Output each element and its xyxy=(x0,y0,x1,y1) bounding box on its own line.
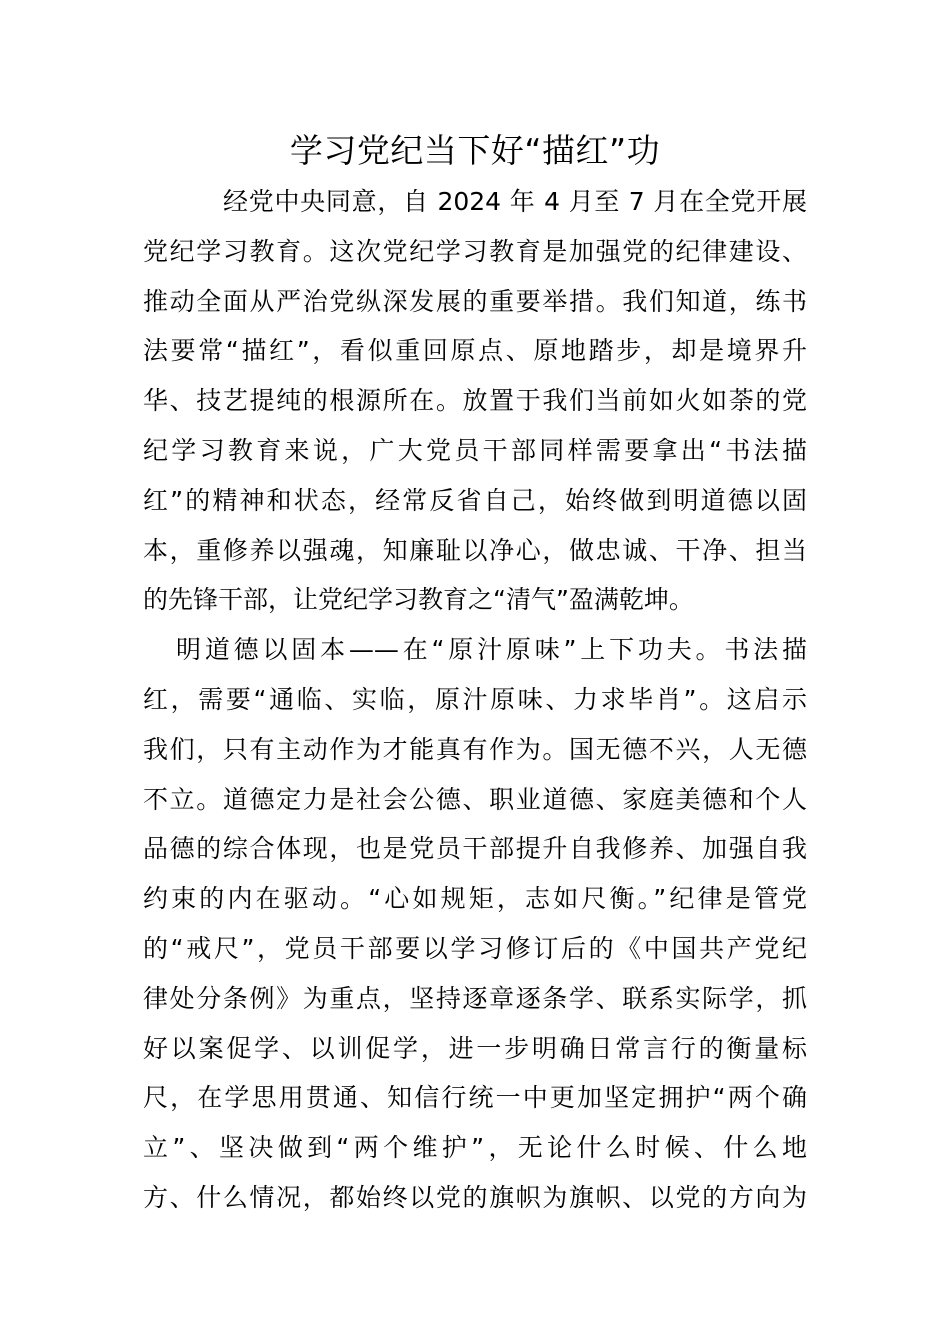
document-body xyxy=(143,177,807,1223)
text-line: 明道德以固本——在“原汁原味”上下功夫。书法描 xyxy=(176,635,807,665)
paragraph-1 xyxy=(143,177,807,625)
text-line: 约束的内在驱动。“心如规矩，志如尺衡。”纪律是管党 xyxy=(143,884,807,914)
text-line: 法要常“描红”，看似重回原点、原地踏步，却是境界升 xyxy=(143,336,807,366)
text-line: 红，需要“通临、实临，原汁原味、力求毕肖”。这启示 xyxy=(143,684,807,714)
text-line: 方、什么情况，都始终以党的旗帜为旗帜、以党的方向为 xyxy=(143,1182,807,1212)
text-line: 华、技艺提纯的根源所在。放置于我们当前如火如荼的党 xyxy=(143,386,807,416)
document-title: 学习党纪当下好“描红”功 xyxy=(289,131,661,170)
paragraph-2 xyxy=(143,625,807,1223)
text-line: 尺，在学思用贯通、知信行统一中更加坚定拥护“两个确 xyxy=(143,1083,807,1113)
text-line: 的“戒尺”，党员干部要以学习修订后的《中国共产党纪 xyxy=(143,933,807,963)
text-line: 红”的精神和状态，经常反省自己，始终做到明道德以固 xyxy=(143,485,807,515)
text-line: 我们，只有主动作为才能真有作为。国无德不兴，人无德 xyxy=(143,734,807,764)
text-line: 立”、坚决做到“两个维护”，无论什么时候、什么地 xyxy=(143,1133,807,1163)
text-line: 律处分条例》为重点，坚持逐章逐条学、联系实际学，抓 xyxy=(143,983,807,1013)
text-line: 本，重修养以强魂，知廉耻以净心，做忠诚、干净、担当 xyxy=(143,535,807,565)
text-line: 党纪学习教育。这次党纪学习教育是加强党的纪律建设、 xyxy=(143,236,807,266)
text-line: 品德的综合体现，也是党员干部提升自我修养、加强自我 xyxy=(143,834,807,864)
text-line: 经党中央同意，自 2024 年 4 月至 7 月在全党开展 xyxy=(223,187,807,216)
text-line: 纪学习教育来说，广大党员干部同样需要拿出“书法描 xyxy=(143,435,807,465)
text-line: 不立。道德定力是社会公德、职业道德、家庭美德和个人 xyxy=(143,784,807,814)
text-line: 推动全面从严治党纵深发展的重要举措。我们知道，练书 xyxy=(143,286,807,316)
text-line: 好以案促学、以训促学，进一步明确日常言行的衡量标 xyxy=(143,1033,807,1063)
text-line: 的先锋干部，让党纪学习教育之“清气”盈满乾坤。 xyxy=(143,585,694,615)
